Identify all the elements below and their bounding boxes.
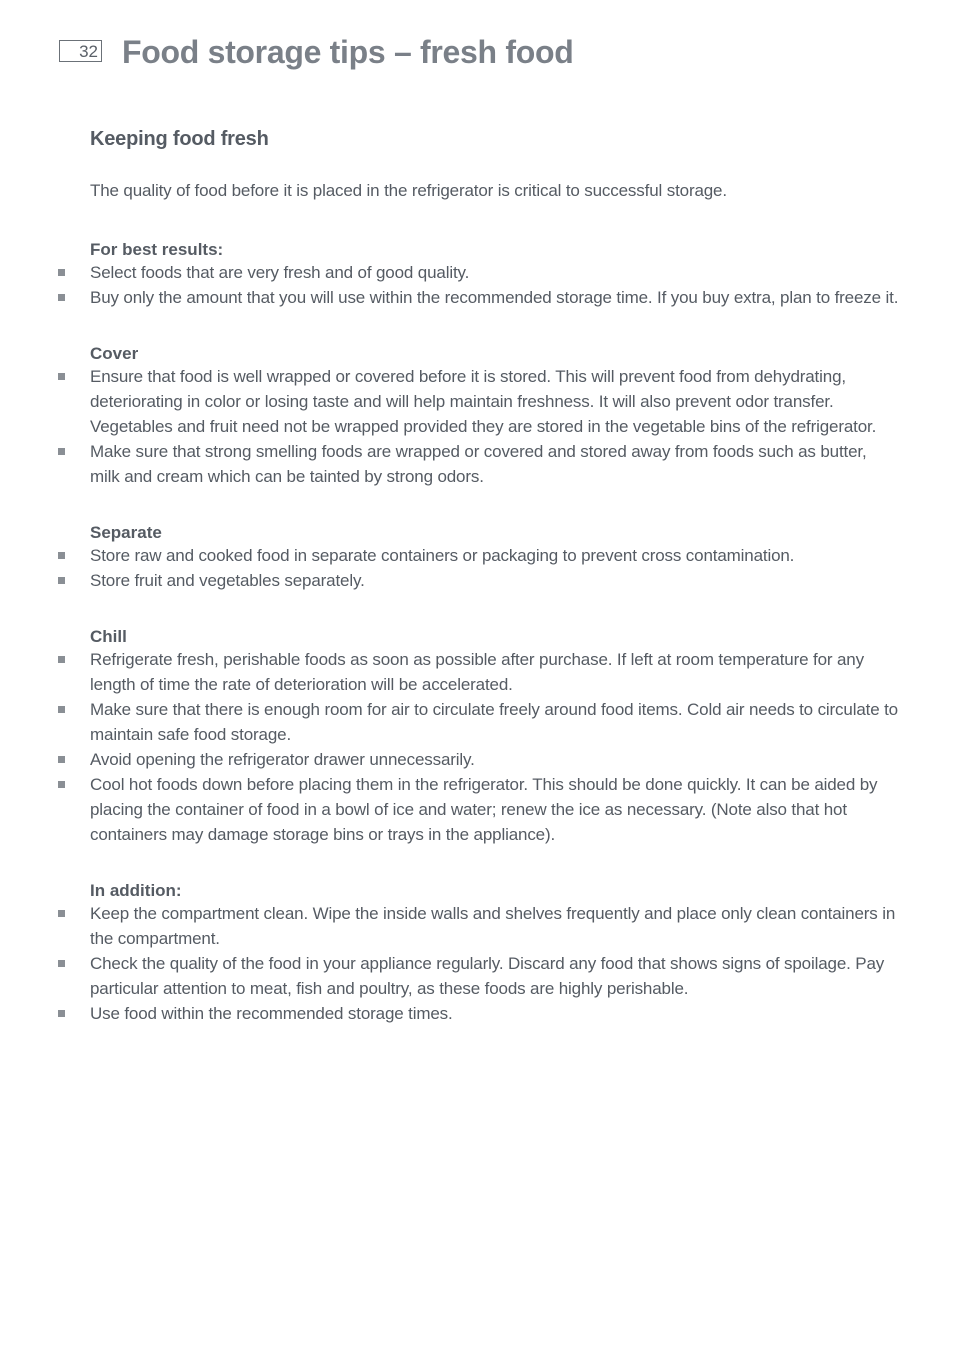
page-title: Food storage tips – fresh food xyxy=(122,34,574,70)
list-item xyxy=(90,772,900,847)
list-item-text: Keep the compartment clean. Wipe the inside walls and shelves frequently and place only clean containers in the compartment. xyxy=(90,904,896,948)
square-bullet-icon xyxy=(58,269,65,276)
group-cover xyxy=(90,343,900,489)
section-heading: Keeping food fresh xyxy=(90,128,269,150)
list-item xyxy=(90,364,900,439)
list-item-text: Refrigerate fresh, perishable foods as soon as possible after purchase. If left at room temperature for any length of time the rate of deterioration will be accelerated. xyxy=(90,650,864,694)
group-best-results xyxy=(90,239,900,310)
list-item xyxy=(90,747,900,772)
square-bullet-icon xyxy=(58,448,65,455)
group-heading: Cover xyxy=(90,344,139,363)
square-bullet-icon xyxy=(58,577,65,584)
bullet-list xyxy=(90,647,900,847)
group-in-addition xyxy=(90,880,900,1026)
list-item-text: Ensure that food is well wrapped or covered before it is stored. This will prevent food from dehydrating, deteriorating in color or losing taste and will help maintain freshness. It will also prevent odor transfer. Vegetables and fruit need not be wrapped provided they are stored in the vegetable bins of the refrigerator. xyxy=(90,367,877,436)
list-item-text: Buy only the amount that you will use within the recommended storage time. If you buy extra, plan to freeze it. xyxy=(90,288,899,307)
square-bullet-icon xyxy=(58,960,65,967)
bullet-list xyxy=(90,901,900,1026)
bullet-list xyxy=(90,543,900,593)
list-item-text: Store raw and cooked food in separate containers or packaging to prevent cross contamination. xyxy=(90,546,795,565)
bullet-list xyxy=(90,260,900,310)
list-item-text: Check the quality of the food in your appliance regularly. Discard any food that shows signs of spoilage. Pay particular attention to meat, fish and poultry, as these foods are highly perishable. xyxy=(90,954,885,998)
list-item-text: Make sure that strong smelling foods are wrapped or covered and stored away from foods such as butter, milk and cream which can be tainted by strong odors. xyxy=(90,442,867,486)
list-item xyxy=(90,697,900,747)
list-item-text: Make sure that there is enough room for air to circulate freely around food items. Cold air needs to circulate to maintain safe food storage. xyxy=(90,700,898,744)
list-item xyxy=(90,951,900,1001)
square-bullet-icon xyxy=(58,910,65,917)
page-number: 32 xyxy=(59,40,102,62)
bullet-list xyxy=(90,364,900,489)
list-item-text: Store fruit and vegetables separately. xyxy=(90,571,365,590)
list-item-text: Use food within the recommended storage times. xyxy=(90,1004,453,1023)
list-item-text: Cool hot foods down before placing them in the refrigerator. This should be done quickly. It can be aided by placing the container of food in a bowl of ice and water; renew the ice as necessary. (Note also that hot containers may damage storage bins or trays in the appliance). xyxy=(90,775,878,844)
square-bullet-icon xyxy=(58,756,65,763)
list-item xyxy=(90,647,900,697)
list-item xyxy=(90,260,900,285)
intro-paragraph: The quality of food before it is placed in the refrigerator is critical to successful storage. xyxy=(90,181,727,200)
group-heading: In addition: xyxy=(90,881,182,900)
list-item xyxy=(90,439,900,489)
list-item xyxy=(90,1001,900,1026)
list-item xyxy=(90,568,900,593)
list-item xyxy=(90,285,900,310)
square-bullet-icon xyxy=(58,373,65,380)
group-separate xyxy=(90,522,900,593)
square-bullet-icon xyxy=(58,294,65,301)
square-bullet-icon xyxy=(58,656,65,663)
list-item-text: Select foods that are very fresh and of good quality. xyxy=(90,263,470,282)
main-content xyxy=(90,124,900,1026)
list-item xyxy=(90,543,900,568)
square-bullet-icon xyxy=(58,706,65,713)
square-bullet-icon xyxy=(58,1010,65,1017)
group-heading: Chill xyxy=(90,627,127,646)
group-heading: For best results: xyxy=(90,240,224,259)
group-heading: Separate xyxy=(90,523,162,542)
list-item-text: Avoid opening the refrigerator drawer unnecessarily. xyxy=(90,750,475,769)
square-bullet-icon xyxy=(58,552,65,559)
list-item xyxy=(90,901,900,951)
square-bullet-icon xyxy=(58,781,65,788)
group-chill xyxy=(90,626,900,847)
